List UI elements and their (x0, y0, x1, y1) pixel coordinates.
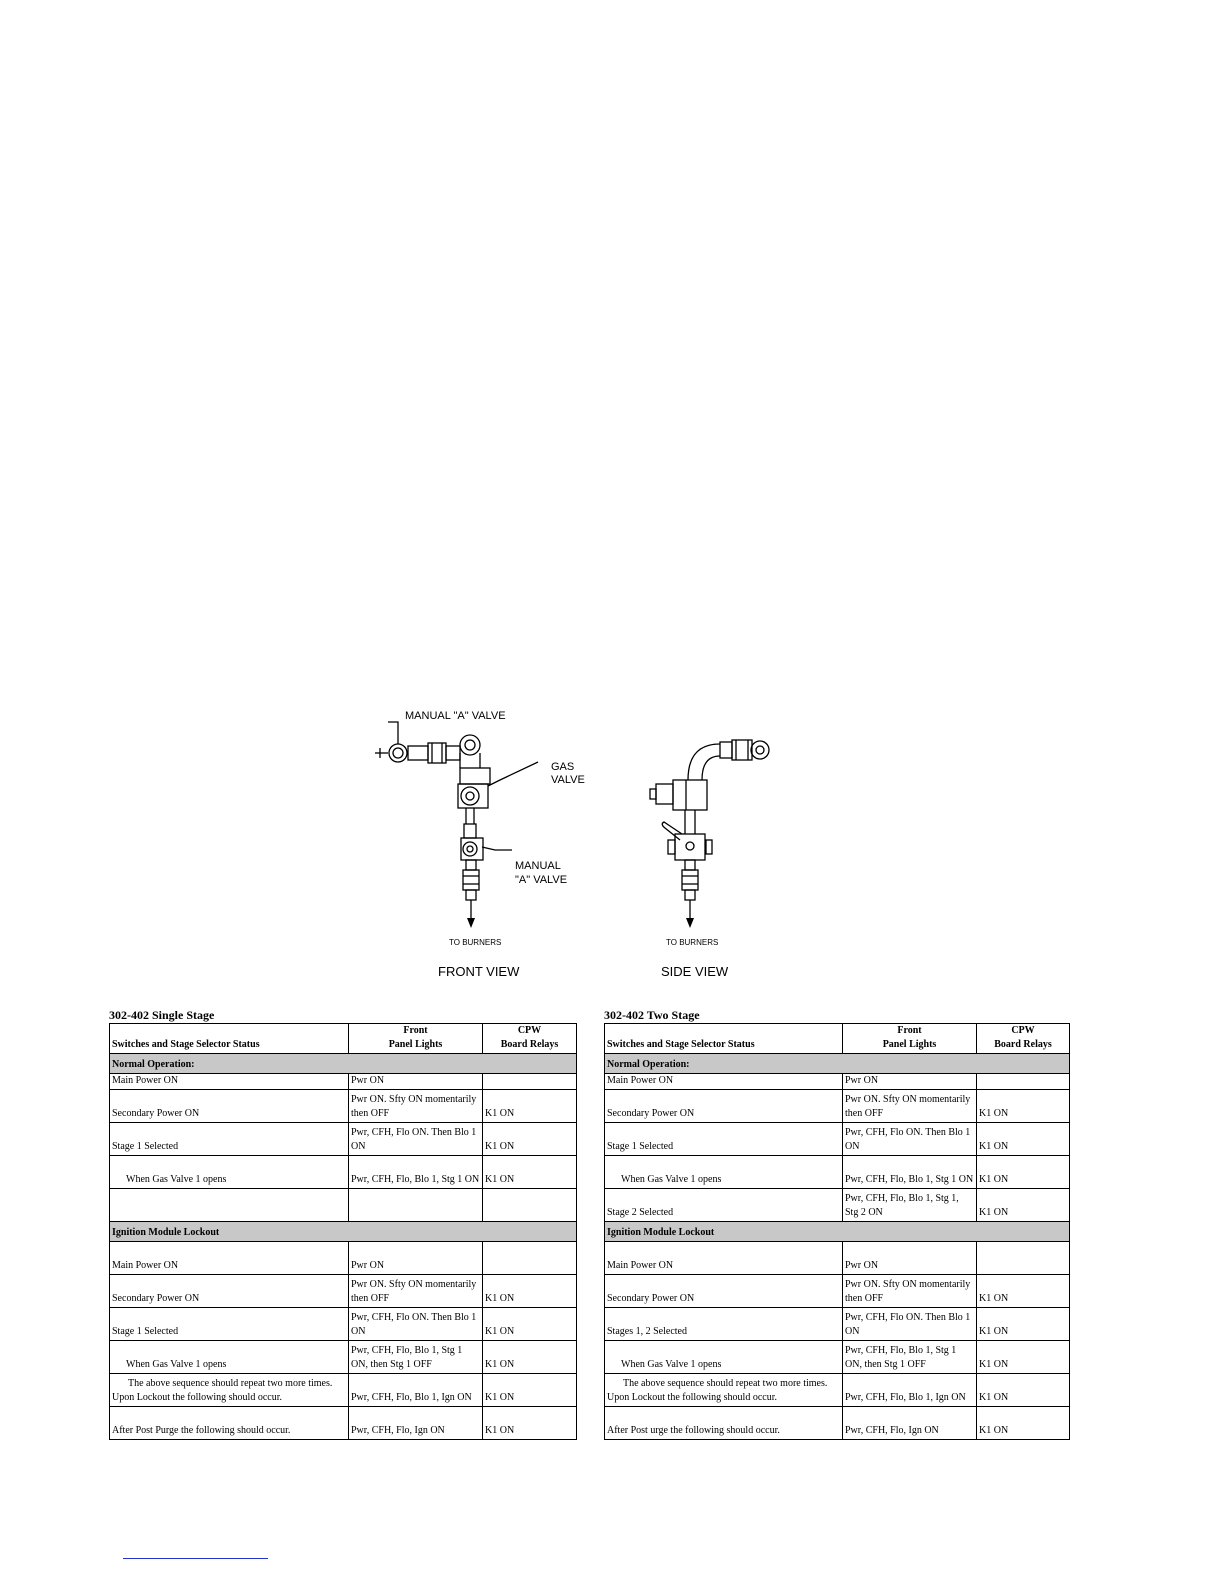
table-row (110, 1090, 577, 1123)
relays-cell: K1 ON (977, 1090, 1070, 1123)
single-stage-table (109, 1023, 577, 1440)
lights-cell: Pwr, CFH, Flo, Blo 1, Stg 1 ON, then Stg 1 OFF (843, 1341, 977, 1374)
table-row (110, 1341, 577, 1374)
status-cell: Main Power ON (110, 1074, 349, 1090)
lights-cell: Pwr, CFH, Flo ON. Then Blo 1 ON (843, 1308, 977, 1341)
lights-cell: Pwr, CFH, Flo ON. Then Blo 1 ON (349, 1123, 483, 1156)
relays-cell: K1 ON (483, 1308, 577, 1341)
table-row (110, 1156, 577, 1189)
lights-cell: Pwr, CFH, Flo, Blo 1, Ign ON (843, 1374, 977, 1407)
lights-cell: Pwr, CFH, Flo, Blo 1, Stg 1 ON, then Stg 1 OFF (349, 1341, 483, 1374)
table-row (110, 1308, 577, 1341)
table-row (605, 1074, 1070, 1090)
relays-cell (483, 1189, 577, 1222)
status-cell: The above sequence should repeat two more times. Upon Lockout the following should occur. (605, 1374, 843, 1407)
single-stage-table-block (109, 1008, 577, 1440)
label-to-burners-side: TO BURNERS (666, 938, 719, 947)
table-row (110, 1275, 577, 1308)
lights-cell: Pwr, CFH, Flo, Blo 1, Stg 1, Stg 2 ON (843, 1189, 977, 1222)
relays-cell: K1 ON (977, 1407, 1070, 1440)
label-to-burners-front: TO BURNERS (449, 938, 502, 947)
relays-cell: K1 ON (483, 1275, 577, 1308)
lights-cell: Pwr, CFH, Flo, Blo 1, Ign ON (349, 1374, 483, 1407)
status-cell: The above sequence should repeat two more times. Upon Lockout the following should occur. (110, 1374, 349, 1407)
table-row (605, 1242, 1070, 1275)
table-row (605, 1275, 1070, 1308)
label-gas-valve-2: VALVE (551, 774, 585, 786)
relays-cell: K1 ON (483, 1123, 577, 1156)
status-cell: Stage 2 Selected (605, 1189, 843, 1222)
lights-cell: Pwr ON. Sfty ON momentarily then OFF (843, 1090, 977, 1123)
table-header-row (110, 1024, 577, 1054)
lights-cell: Pwr ON (843, 1242, 977, 1275)
table-header-row (605, 1024, 1070, 1054)
relays-cell (483, 1074, 577, 1090)
table-row (605, 1123, 1070, 1156)
relays-cell: K1 ON (483, 1090, 577, 1123)
table-row (605, 1156, 1070, 1189)
section-normal-operation: Normal Operation: (110, 1054, 577, 1074)
section-ignition-lockout: Ignition Module Lockout (605, 1222, 1070, 1242)
two-stage-table (604, 1023, 1070, 1440)
header-status: Switches and Stage Selector Status (110, 1024, 349, 1054)
section-row (110, 1222, 577, 1242)
lights-cell: Pwr, CFH, Flo ON. Then Blo 1 ON (349, 1308, 483, 1341)
lights-cell: Pwr, CFH, Flo, Ign ON (843, 1407, 977, 1440)
label-manual-a-valve-top: MANUAL "A" VALVE (405, 710, 506, 722)
header-front-panel-lights: Front Panel Lights (349, 1024, 483, 1054)
header-front-panel-lights: Front Panel Lights (843, 1024, 977, 1054)
label-front-view: FRONT VIEW (438, 964, 520, 979)
lights-cell: Pwr ON (349, 1242, 483, 1275)
section-row (605, 1054, 1070, 1074)
status-cell: Secondary Power ON (605, 1275, 843, 1308)
table-row (605, 1374, 1070, 1407)
relays-cell: K1 ON (977, 1308, 1070, 1341)
footnote-divider (123, 1558, 268, 1559)
status-cell: Stage 1 Selected (605, 1123, 843, 1156)
table-row (605, 1407, 1070, 1440)
label-side-view: SIDE VIEW (661, 964, 729, 979)
relays-cell (977, 1074, 1070, 1090)
table-row (605, 1189, 1070, 1222)
table-row (110, 1189, 577, 1222)
status-cell: When Gas Valve 1 opens (605, 1156, 843, 1189)
table-row (605, 1090, 1070, 1123)
relays-cell (483, 1242, 577, 1275)
section-row (605, 1222, 1070, 1242)
table-row (110, 1407, 577, 1440)
status-cell: After Post Purge the following should occur. (110, 1407, 349, 1440)
single-stage-title: 302-402 Single Stage (109, 1008, 215, 1022)
status-cell: When Gas Valve 1 opens (110, 1341, 349, 1374)
relays-cell: K1 ON (483, 1341, 577, 1374)
header-status: Switches and Stage Selector Status (605, 1024, 843, 1054)
two-stage-title: 302-402 Two Stage (604, 1008, 700, 1022)
table-row (605, 1341, 1070, 1374)
lights-cell: Pwr, CFH, Flo, Ign ON (349, 1407, 483, 1440)
status-cell: After Post urge the following should occur. (605, 1407, 843, 1440)
lights-cell: Pwr ON. Sfty ON momentarily then OFF (843, 1275, 977, 1308)
lights-cell: Pwr, CFH, Flo ON. Then Blo 1 ON (843, 1123, 977, 1156)
section-ignition-lockout: Ignition Module Lockout (110, 1222, 577, 1242)
header-cpw-board-relays: CPW Board Relays (483, 1024, 577, 1054)
table-row (605, 1308, 1070, 1341)
header-cpw-board-relays: CPW Board Relays (977, 1024, 1070, 1054)
relays-cell: K1 ON (483, 1156, 577, 1189)
status-cell: When Gas Valve 1 opens (110, 1156, 349, 1189)
relays-cell: K1 ON (483, 1374, 577, 1407)
gas-valve-illustration (360, 700, 800, 990)
lights-cell: Pwr ON (843, 1074, 977, 1090)
status-cell: Main Power ON (605, 1242, 843, 1275)
table-row (110, 1374, 577, 1407)
relays-cell: K1 ON (483, 1407, 577, 1440)
label-manual-a-valve-bottom-1: MANUAL (515, 860, 561, 872)
gas-valve-diagram (360, 700, 800, 990)
status-cell: Main Power ON (605, 1074, 843, 1090)
label-gas-valve-1: GAS (551, 761, 575, 773)
section-normal-operation: Normal Operation: (605, 1054, 1070, 1074)
label-manual-a-valve-bottom-2: "A" VALVE (515, 874, 568, 886)
relays-cell (977, 1242, 1070, 1275)
table-row (110, 1123, 577, 1156)
lights-cell: Pwr ON (349, 1074, 483, 1090)
status-cell: Stages 1, 2 Selected (605, 1308, 843, 1341)
status-cell: Secondary Power ON (605, 1090, 843, 1123)
lights-cell (349, 1189, 483, 1222)
status-cell: Secondary Power ON (110, 1275, 349, 1308)
table-row (110, 1074, 577, 1090)
lights-cell: Pwr, CFH, Flo, Blo 1, Stg 1 ON (843, 1156, 977, 1189)
relays-cell: K1 ON (977, 1123, 1070, 1156)
status-cell (110, 1189, 349, 1222)
relays-cell: K1 ON (977, 1189, 1070, 1222)
status-cell: Main Power ON (110, 1242, 349, 1275)
lights-cell: Pwr ON. Sfty ON momentarily then OFF (349, 1275, 483, 1308)
relays-cell: K1 ON (977, 1341, 1070, 1374)
two-stage-table-block (604, 1008, 1070, 1440)
lights-cell: Pwr, CFH, Flo, Blo 1, Stg 1 ON (349, 1156, 483, 1189)
status-cell: When Gas Valve 1 opens (605, 1341, 843, 1374)
section-row (110, 1054, 577, 1074)
lights-cell: Pwr ON. Sfty ON momentarily then OFF (349, 1090, 483, 1123)
table-row (110, 1242, 577, 1275)
status-cell: Secondary Power ON (110, 1090, 349, 1123)
relays-cell: K1 ON (977, 1156, 1070, 1189)
relays-cell: K1 ON (977, 1374, 1070, 1407)
status-cell: Stage 1 Selected (110, 1308, 349, 1341)
status-cell: Stage 1 Selected (110, 1123, 349, 1156)
relays-cell: K1 ON (977, 1275, 1070, 1308)
